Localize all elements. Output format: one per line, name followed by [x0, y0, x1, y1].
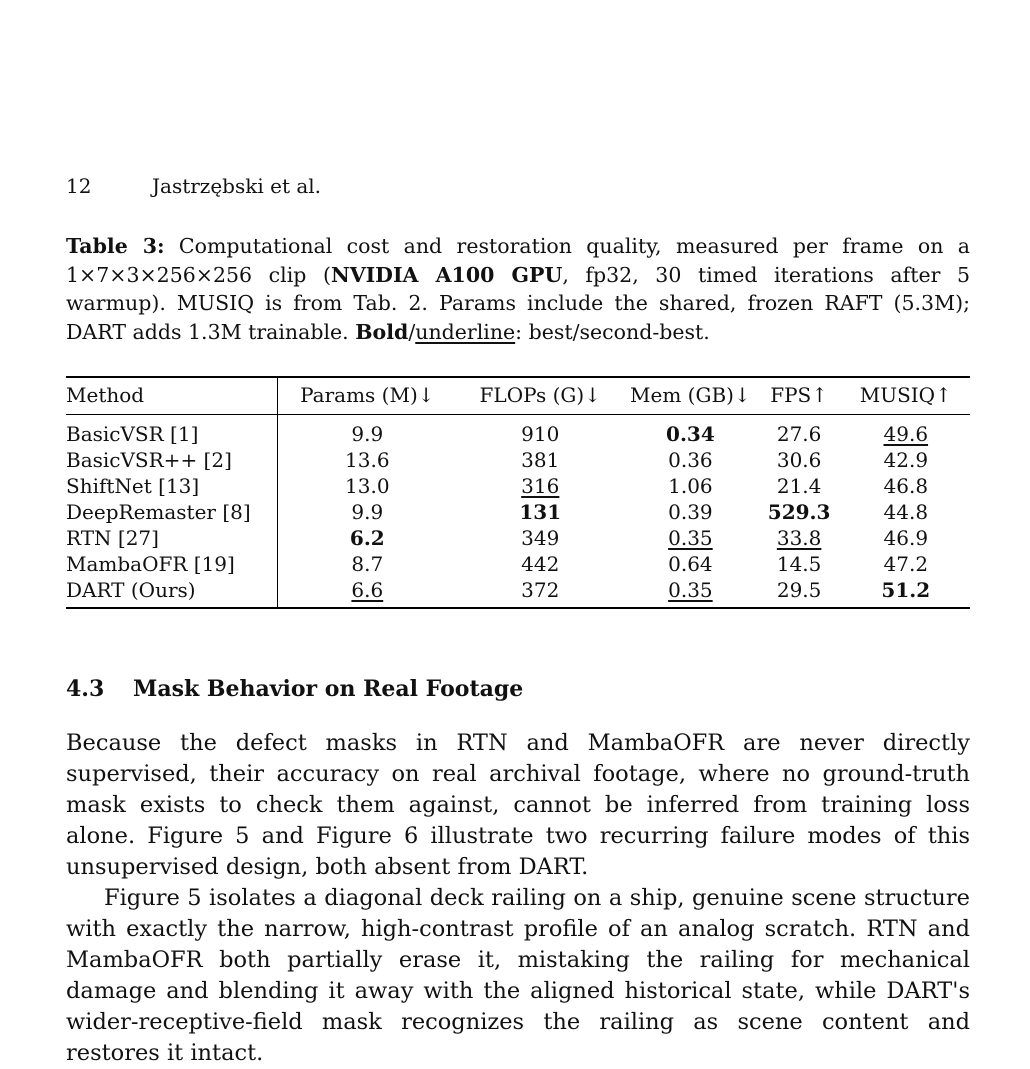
table-row — [66, 577, 970, 608]
section-number: 4.3 — [66, 676, 105, 702]
cell-mem: 0.36 — [668, 448, 713, 472]
cell-method: MambaOFR [19] — [66, 551, 278, 577]
table-row — [66, 447, 970, 473]
cell-flops: 349 — [521, 526, 560, 550]
results-table — [66, 376, 970, 609]
cell-musiq: 51.2 — [842, 577, 970, 608]
caption-slash: / — [408, 319, 416, 344]
paragraph: Figure 5 isolates a diagonal deck railing on a ship, genuine scene structure with exactly the narrow, high-contrast profile of an analog scratch. RTN and MambaOFR both partially erase it, mistaking the railing for mechanical damage and blending it away with the aligned historical state, while DART's wider-receptive-field mask recognizes the railing as scene content and restores it intact. — [66, 885, 970, 1066]
section-heading — [66, 676, 523, 702]
paragraph: Because the defect masks in RTN and MambaOFR are never directly supervised, their accuracy on real archival footage, where no ground-truth mask exists to check them against, cannot be inferred from training loss alone. Figure 5 and Figure 6 illustrate two recurring failure modes of this unsupervised design, both absent from DART. — [66, 730, 970, 880]
cell-method: DART (Ours) — [66, 577, 278, 608]
table-row — [66, 525, 970, 551]
cell-params — [278, 577, 457, 608]
cell-musiq: 44.8 — [883, 500, 929, 524]
cell-params: 6.2 — [349, 526, 385, 550]
caption-text-2: , fp32, 30 timed iterations after 5 warmup). MUSIQ is from Tab. 2. Params include the shared, frozen RAFT (5.3M); DART adds 1.3M trainable. — [66, 262, 970, 344]
table-caption — [66, 232, 970, 346]
table-row — [66, 499, 970, 525]
table-row — [66, 551, 970, 577]
running-head — [66, 174, 321, 198]
header-fps: FPS↑ — [757, 377, 842, 415]
cell-musiq: 49.6 — [883, 422, 929, 446]
body-text — [66, 728, 970, 1069]
cell-fps — [757, 525, 842, 551]
cell-method: ShiftNet [13] — [66, 473, 278, 499]
cell-fps: 27.6 — [776, 422, 822, 446]
cell-mem — [624, 577, 757, 608]
cell-musiq: 42.9 — [883, 448, 929, 472]
table-row — [66, 473, 970, 499]
page-number: 12 — [66, 174, 92, 198]
cell-musiq: 47.2 — [883, 552, 929, 576]
cell-method: RTN [27] — [66, 525, 278, 551]
cell-fps: 29.5 — [757, 577, 842, 608]
cell-mem-value: 0.35 — [668, 526, 713, 550]
cell-method: BasicVSR [1] — [66, 415, 278, 448]
cell-mem: 1.06 — [668, 474, 713, 498]
cell-flops: 372 — [456, 577, 624, 608]
caption-gpu: NVIDIA A100 GPU — [330, 262, 563, 287]
cell-params: 9.9 — [351, 422, 384, 446]
cell-fps: 21.4 — [776, 474, 822, 498]
running-head-authors: Jastrzębski et al. — [152, 174, 322, 198]
header-flops: FLOPs (G)↓ — [456, 377, 624, 415]
caption-text-3: : best/second-best. — [515, 319, 710, 344]
cell-mem: 0.64 — [668, 552, 713, 576]
caption-bold-word: Bold — [355, 319, 409, 344]
cell-method: DeepRemaster [8] — [66, 499, 278, 525]
cell-flops: 910 — [521, 422, 560, 446]
table-header-row — [66, 377, 970, 415]
header-params: Params (M)↓ — [278, 377, 457, 415]
cell-mem: 0.34 — [666, 422, 715, 446]
cell-musiq: 46.8 — [883, 474, 929, 498]
cell-fps: 14.5 — [776, 552, 822, 576]
cell-params: 8.7 — [351, 552, 384, 576]
cell-params: 13.0 — [345, 474, 390, 498]
cell-flops: 131 — [519, 500, 562, 524]
cell-mem: 0.39 — [668, 500, 713, 524]
cell-fps-value: 33.8 — [776, 526, 822, 550]
cell-mem — [624, 525, 757, 551]
cell-mem-value: 0.35 — [668, 578, 713, 602]
header-musiq: MUSIQ↑ — [842, 377, 970, 415]
caption-label: Table 3: — [66, 234, 165, 258]
caption-text-1: Computational cost and restoration quality, measured per frame on a 1×7×3×256×256 clip ( — [66, 234, 970, 287]
cell-fps: 529.3 — [767, 500, 831, 524]
cell-params-value: 6.6 — [351, 578, 384, 602]
table-row — [66, 415, 970, 448]
cell-params: 13.6 — [345, 448, 390, 472]
cell-flops-value: 316 — [521, 474, 560, 498]
cell-musiq: 46.9 — [883, 526, 929, 550]
header-method: Method — [66, 377, 278, 415]
cell-fps: 30.6 — [776, 448, 822, 472]
section-title: Mask Behavior on Real Footage — [133, 676, 524, 702]
caption-underline-word: underline — [415, 319, 516, 344]
header-mem: Mem (GB)↓ — [624, 377, 757, 415]
cell-flops: 442 — [521, 552, 560, 576]
cell-flops: 381 — [521, 448, 560, 472]
cell-flops — [456, 473, 624, 499]
cell-method: BasicVSR++ [2] — [66, 447, 278, 473]
cell-params: 9.9 — [351, 500, 384, 524]
